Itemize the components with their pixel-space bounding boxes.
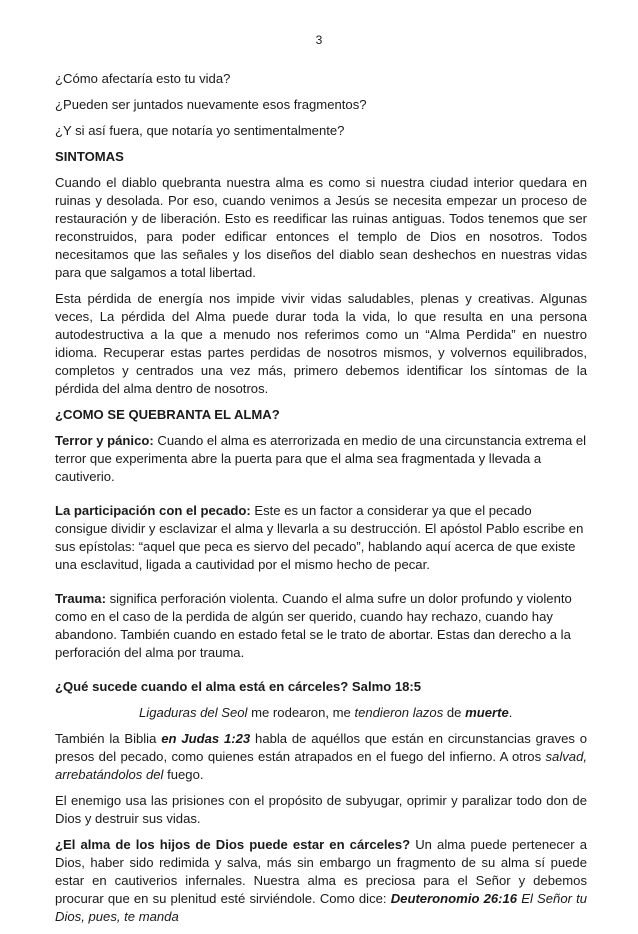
deuteronomio-italic: El Señor tu Dios, pues, te manda [55,891,588,924]
paragraph-judas [55,730,587,784]
question-1: ¿Cómo afectaría esto tu vida? [55,71,231,86]
heading-como-se-quebranta: ¿COMO SE QUEBRANTA EL ALMA? [55,407,280,422]
quote-italic-1: Ligaduras del Seol [139,705,248,720]
page-content [55,70,587,934]
label-hijos-de-dios: ¿El alma de los hijos de Dios puede estar en cárceles? [55,837,411,852]
quote-text-2: de [443,705,466,720]
paragraph-terror [55,432,587,486]
heading-sintomas: SINTOMAS [55,149,124,164]
judas-reference: en Judas 1:23 [161,731,251,746]
page-number: 3 [315,33,323,47]
quote-text-3: . [508,705,513,720]
paragraph-trauma [55,590,587,662]
paragraph-pecado [55,502,587,574]
paragraph-enemigo: El enemigo usa las prisiones con el propósito de subyugar, oprimir y paralizar todo don de Dios y destruir sus vidas. [55,793,587,826]
paragraph-sintomas-2: Esta pérdida de energía nos impide vivir vidas saludables, plenas y creativas. Algunas veces, La pérdida del Alma puede durar toda la vida, lo que resulta en una persona autodestructiva a la que a menudo nos referimos como un “Alma Perdida” en nuestro idioma. Recuperar estas partes perdidas de nosotros mismos, y volvernos equilibrados, completos y centrados una vez más, primero debemos identificar los síntomas de la pérdida del alma dentro de nosotros. [55,291,587,396]
quote-text-1: me rodearon, me [247,705,355,720]
label-pecado: La participación con el pecado: [55,503,251,518]
quote-salmo [55,704,587,722]
judas-text-b: habla de aquéllos que están en circunstancias graves o presos del pecado, como quienes están atrapados en el fuego del infierno. A otros [55,731,588,764]
label-trauma: Trauma: [55,591,106,606]
heading-carceles: ¿Qué sucede cuando el alma está en cárceles? Salmo 18:5 [55,679,422,694]
label-terror: Terror y pánico: [55,433,154,448]
quote-italic-3: muerte [465,705,509,720]
question-2: ¿Pueden ser juntados nuevamente esos fragmentos? [55,97,367,112]
deuteronomio-reference: Deuteronomio 26:16 [390,891,518,906]
paragraph-hijos-de-dios [55,836,587,926]
quote-italic-2: tendieron lazos [354,705,444,720]
judas-text-c: fuego. [163,767,204,782]
judas-italic: salvad, arrebatándolos del [55,749,587,782]
text-trauma: significa perforación violenta. Cuando el alma sufre un dolor profundo y violento como en el caso de la perdida de algún ser querido, cuando hay rechazo, cuando hay abandono. También cuando en estado fetal se le trato de abortar. Estas dan derecho a la perforación del alma por trauma. [55,591,572,660]
question-3: ¿Y si así fuera, que notaría yo sentimentalmente? [55,123,345,138]
paragraph-sintomas-1: Cuando el diablo quebranta nuestra alma es como si nuestra ciudad interior quedara en ruinas y desolada. Por eso, cuando venimos a Jesús se necesita empezar un proceso de restauración y de liberación. Esto es reedificar las ruinas antiguas. Todos tenemos que ser reconstruidos, para poder edificar entonces el templo de Dios en nosotros. Todos necesitamos que las señales y los diseños del diablo sean deshechos en nuestras vidas para que salgamos a total libertad. [55,175,587,280]
hijos-text: Un alma puede pertenecer a Dios, haber sido redimida y salva, más sin embargo un fragmento de su alma sí puede estar en cautiverios infernales. Nuestra alma es preciosa para el Señor y debemos procurar que en su plenitud esté sirviéndole. Como dice: [55,837,587,906]
text-terror: Cuando el alma es aterrorizada en medio de una circunstancia extrema el terror que experimenta abre la puerta para que el alma sea fragmentada y llevada a cautiverio. [55,433,587,484]
judas-text-a: También la Biblia [55,731,162,746]
text-pecado: Este es un factor a considerar ya que el pecado consigue dividir y esclavizar el alma y llevarla a su destrucción. El apóstol Pablo escribe en sus epístolas: “aquel que peca es siervo del pecado”, hablando aquí acerca de que existe una esclavitud, ligada a cautividad por el mismo hecho de pecar. [55,503,584,572]
